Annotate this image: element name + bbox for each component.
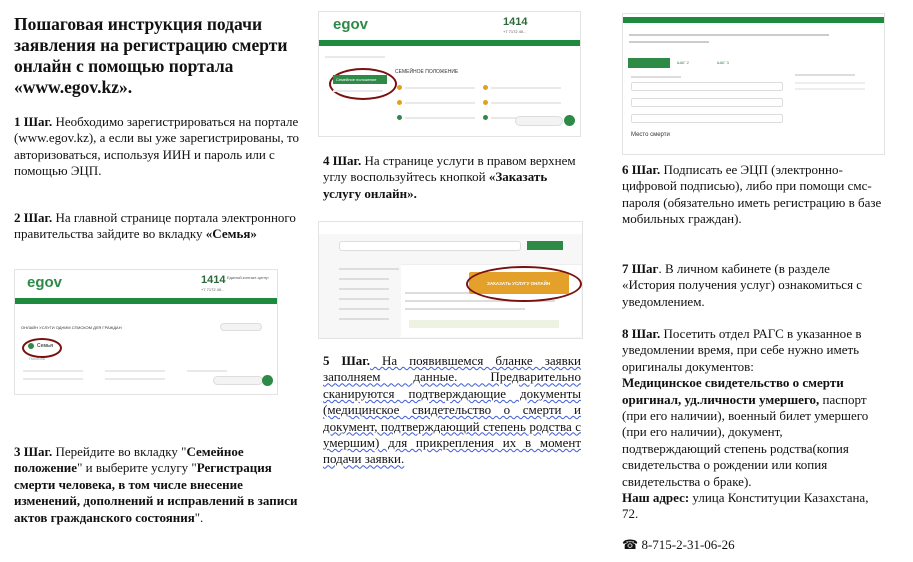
step-8-label: 8 Шаг. <box>622 326 661 341</box>
title-text: Пошаговая инструкция подачи заявления на регистрацию смерти онлайн с помощью портала «www.egov.kz». <box>14 14 288 97</box>
step-6-text: Подписать ее ЭЦП (электронно-цифровой подписью), либо при помощи смс-пароля (обязательно иметь регистрацию в базе мобильных граждан). <box>622 162 882 227</box>
step-8-text-2: паспорт (при его наличии), военный билет умершего (при его наличии), документ, подтверждающий степень родства(копия свидетельства о рождении или копия свидетельства о браке). <box>622 391 869 489</box>
step-1-label: 1 Шаг. <box>14 114 53 129</box>
step-4 <box>323 153 588 202</box>
step-3-text-1: Перейдите во вкладку " <box>52 444 187 459</box>
phone-1414-2: 1414 <box>503 16 528 28</box>
address-text: улица Конституции Казахстана, 72. <box>622 490 869 522</box>
step-6 <box>622 162 884 228</box>
step-5-text: На появившемся бланке заявки заполняем данные. Предварительно сканируются подтверждающие документы (медицинское свидетельство о смерти и документ, подтверждающий степень родства с умершим) для прикрепления их в момент подачи заявки. <box>323 353 581 467</box>
step-7-text: . В личном кабинете (в разделе «История получения услуг) ознакомиться с уведомлением. <box>622 261 863 309</box>
page-title <box>14 14 304 98</box>
step-8 <box>622 326 884 523</box>
step-4-bold: «Заказать услугу онлайн». <box>323 169 548 201</box>
step-2-label: 2 Шаг. <box>14 210 53 225</box>
step-4-text: На странице услуги в правом верхнем углу воспользуйтесь кнопкой <box>323 153 576 185</box>
step-2 <box>14 210 304 243</box>
step-8-text: Посетить отдел РАГС в указанное в уведомлении время, при себе нужно иметь оригиналы документов: <box>622 326 862 374</box>
screenshot-portal-home: egov 1414 +7 7172 40... Единый контакт-центр ОНЛАЙН УСЛУГИ ОДНИМ СПИСКОМ ДЛЯ ГРАЖДАН Семья Пособия <box>14 269 278 395</box>
step-3-label: 3 Шаг. <box>14 444 53 459</box>
step-6-label: 6 Шаг. <box>622 162 661 177</box>
step-8-bold: Медицинское свидетельство о смерти оригинал, уд.личности умершего, <box>622 375 844 407</box>
step-3-text-3: ". <box>194 509 204 525</box>
step-1 <box>14 114 304 180</box>
order-online-button: ЗАКАЗАТЬ УСЛУГУ ОНЛАЙН <box>487 281 551 286</box>
egov-logo: egov <box>27 274 63 291</box>
step-3-bold-1: Семейное положение <box>14 444 244 476</box>
address-label: Наш адрес: <box>622 490 690 506</box>
step-7 <box>622 261 884 310</box>
step-7-label: 7 Шаг <box>622 261 659 276</box>
phone-1414: 1414 <box>201 274 226 286</box>
screenshot-family-status: egov 1414 +7 7172 40... Семейное положение СЕМЕЙНОЕ ПОЛОЖЕНИЕ <box>318 11 581 137</box>
phone-icon: ☎ <box>622 537 639 552</box>
death-place-label: Место смерти <box>631 132 670 138</box>
phone-number: 8-715-2-31-06-26 <box>641 537 735 552</box>
step-1-text: Необходимо зарегистрироваться на портале (www.egov.kz), а если вы уже зарегистрированы, то авторизоваться, используя ИИН и пароль или с помощью ЭЦП. <box>14 114 300 179</box>
step-3 <box>14 444 304 526</box>
semeinoe-label: Семейное положение <box>336 77 377 82</box>
step-2-bold: «Семья» <box>205 226 257 242</box>
contact-phone <box>622 537 884 553</box>
step-2-text: На главной странице портала электронного правительства зайдите во вкладку <box>14 210 296 242</box>
step-4-label: 4 Шаг. <box>323 153 362 168</box>
step-5-label: 5 Шаг. <box>323 353 370 368</box>
step-3-bold-2: Регистрация смерти человека, в том числе внесение изменений, дополнений и исправлений в записи актов гражданского состояния <box>14 460 298 525</box>
screenshot-order-service <box>318 221 583 339</box>
screenshot-application-form: ШАГ 2 ШАГ 3 Место смерти <box>622 13 885 155</box>
egov-logo-2: egov <box>333 16 369 33</box>
step-3-text-2: " и выберите услугу " <box>77 460 197 476</box>
step-5 <box>323 353 581 468</box>
semya-label: Семья <box>37 343 54 349</box>
